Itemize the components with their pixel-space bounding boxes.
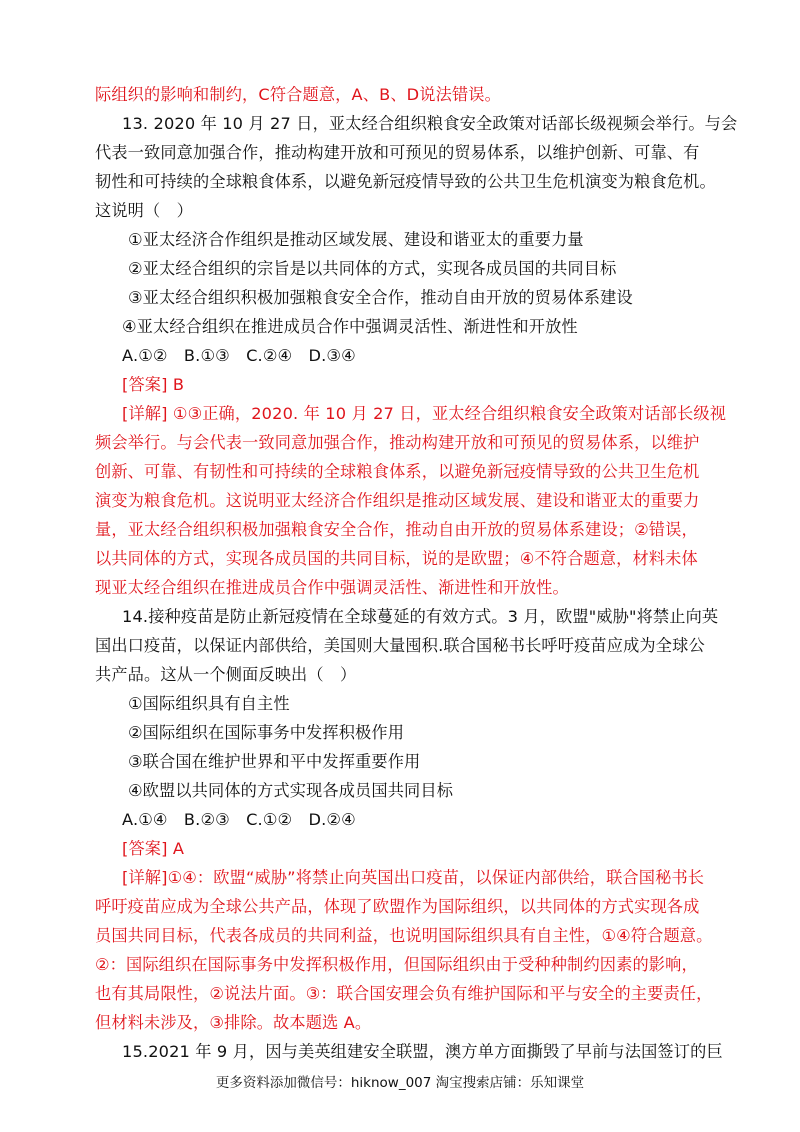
document-line: 14.接种疫苗是防止新冠疫情在全球蔓延的有效方式。3 月，欧盟"威胁"将禁止向英 xyxy=(122,607,719,626)
document-line: ②国际组织在国际事务中发挥积极作用 xyxy=(128,723,405,742)
document-line: ①亚太经济合作组织是推动区域发展、建设和谐亚太的重要力量 xyxy=(128,230,584,249)
document-line: 国出口疫苗，以保证内部供给，美国则大量囤积.联合国秘书长呼吁疫苗应成为全球公 xyxy=(95,636,705,655)
document-line: 也有其局限性，②说法片面。③：联合国安理会负有维护国际和平与安全的主要责任， xyxy=(95,984,713,1003)
document-line: 15.2021 年 9 月，因与美英组建安全联盟，澳方单方面撕毁了早前与法国签订的巨 xyxy=(122,1042,723,1061)
document-line: 但材料未涉及，③排除。故本题选 A。 xyxy=(95,1013,372,1032)
document-line: ④亚太经合组织在推进成员合作中强调灵活性、渐进性和开放性 xyxy=(122,317,578,336)
document-line: 际组织的影响和制约，C符合题意，A、B、D说法错误。 xyxy=(95,85,501,104)
document-line: 创新、可靠、有韧性和可持续的全球粮食体系，以避免新冠疫情导致的公共卫生危机 xyxy=(95,462,700,481)
document-line: 量，亚太经合组织积极加强粮食安全合作，推动自由开放的贸易体系建设；②错误， xyxy=(95,520,698,539)
document-line: ④欧盟以共同体的方式实现各成员国共同目标 xyxy=(128,781,454,800)
document-line: 韧性和可持续的全球粮食体系，以避免新冠疫情导致的公共卫生危机演变为粮食危机。 xyxy=(95,172,716,191)
document-line: ②：国际组织在国际事务中发挥积极作用，但国际组织由于受种种制约因素的影响， xyxy=(95,955,698,974)
document-line: 代表一致同意加强合作，推动构建开放和可预见的贸易体系，以维护创新、可靠、有 xyxy=(95,143,700,162)
document-line: A.①② B.①③ C.②④ D.③④ xyxy=(122,346,356,365)
document-line: [答案] B xyxy=(122,375,185,394)
document-line: 这说明（ ） xyxy=(95,201,194,220)
document-line: 员国共同目标，代表各成员的共同利益，也说明国际组织具有自主性，①④符合题意。 xyxy=(95,926,713,945)
document-line: 现亚太经合组织在推进成员合作中强调灵活性、渐进性和开放性。 xyxy=(95,578,569,597)
document-line: 频会举行。与会代表一致同意加强合作，推动构建开放和可预见的贸易体系，以维护 xyxy=(95,433,700,452)
document-line: 呼吁疫苗应成为全球公共产品，体现了欧盟作为国际组织，以共同体的方式实现各成 xyxy=(95,897,700,916)
document-line: ②亚太经合组织的宗旨是以共同体的方式，实现各成员国的共同目标 xyxy=(128,259,617,278)
document-line: 以共同体的方式，实现各成员国的共同目标，说的是欧盟；④不符合题意，材料未体 xyxy=(95,549,698,568)
page-footer: 更多资料添加微信号：hiknow_007 淘宝搜索店铺：乐知课堂 xyxy=(215,1075,585,1091)
document-line: 13. 2020 年 10 月 27 日，亚太经合组织粮食安全政策对话部长级视频会举行。与会 xyxy=(122,114,738,133)
document-line: ③亚太经合组织积极加强粮食安全合作，推动自由开放的贸易体系建设 xyxy=(128,288,633,307)
document-line: [答案] A xyxy=(122,839,185,858)
document-line: A.①④ B.②③ C.①② D.②④ xyxy=(122,810,356,829)
document-line: ③联合国在维护世界和平中发挥重要作用 xyxy=(128,752,421,771)
document-line: 共产品。这从一个侧面反映出（ ） xyxy=(95,665,357,684)
document-line: [详解]①④：欧盟“威胁”将禁止向英国出口疫苗，以保证内部供给，联合国秘书长 xyxy=(122,868,705,887)
document-line: ①国际组织具有自主性 xyxy=(128,694,290,713)
document-line: 演变为粮食危机。这说明亚太经济合作组织是推动区域发展、建设和谐亚太的重要力 xyxy=(95,491,700,510)
document-line: [详解] ①③正确，2020. 年 10 月 27 日，亚太经合组织粮食安全政策对话部长级视 xyxy=(122,404,727,423)
